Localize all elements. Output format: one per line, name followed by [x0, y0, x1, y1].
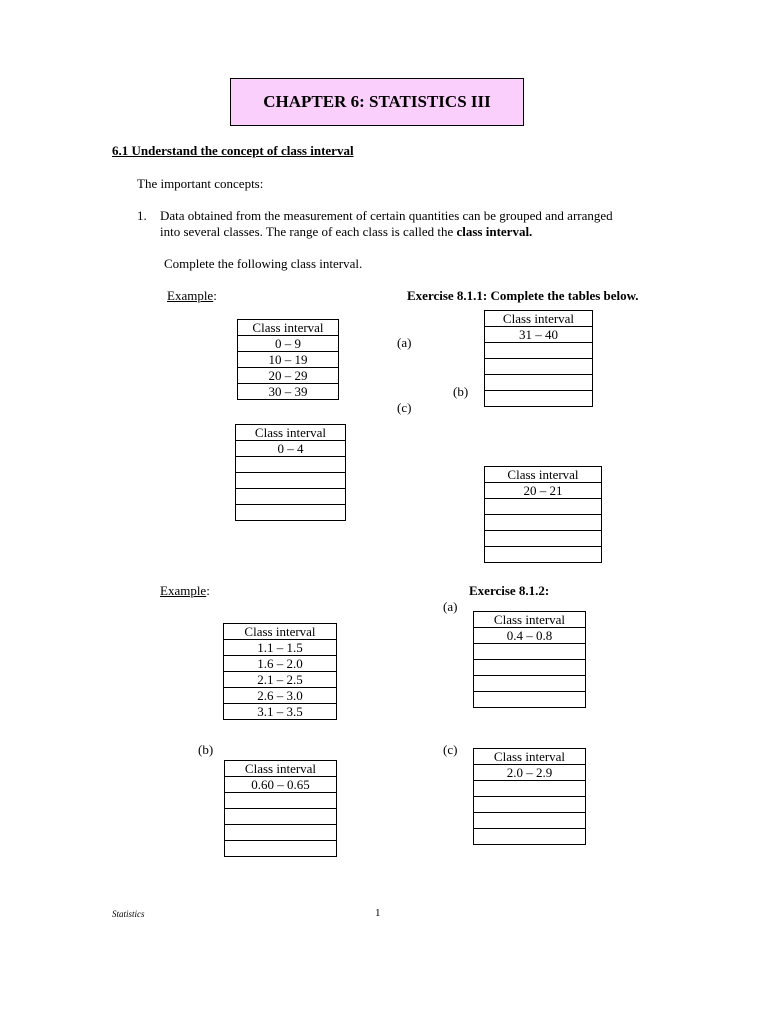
table-header: Class interval	[236, 425, 346, 441]
table-cell	[236, 505, 346, 521]
table-cell: 2.6 – 3.0	[224, 688, 337, 704]
table-cell	[225, 809, 337, 825]
table-cell	[485, 515, 602, 531]
example-label-1	[167, 288, 217, 303]
table-cell	[225, 841, 337, 857]
table-header: Class interval	[238, 320, 339, 336]
table-cell	[485, 499, 602, 515]
exercise-1b-table	[235, 424, 346, 521]
table-cell	[485, 531, 602, 547]
table-cell: 0.4 – 0.8	[474, 628, 586, 644]
table-header: Class interval	[485, 311, 593, 327]
example-word: Example	[167, 288, 214, 303]
table-header: Class interval	[474, 612, 586, 628]
exercise-2b-table	[224, 760, 337, 857]
label-b-1: (b)	[453, 384, 469, 399]
table-cell	[236, 489, 346, 505]
label-c-1: (c)	[397, 400, 412, 415]
table-cell: 10 – 19	[238, 352, 339, 368]
table-cell: 20 – 21	[485, 483, 602, 499]
table-cell	[474, 829, 586, 845]
table-cell: 3.1 – 3.5	[224, 704, 337, 720]
point-number: 1.	[137, 208, 147, 223]
chapter-title: CHAPTER 6: STATISTICS III	[230, 78, 524, 126]
table-cell	[485, 343, 593, 359]
table-cell	[474, 644, 586, 660]
example-colon: :	[206, 583, 210, 598]
table-cell: 0 – 9	[238, 336, 339, 352]
table-cell	[474, 813, 586, 829]
point-line-2-text: into several classes. The range of each class is called the	[160, 224, 457, 239]
table-cell	[485, 359, 593, 375]
example-table-2	[223, 623, 337, 720]
example-colon: :	[213, 288, 217, 303]
table-cell: 2.0 – 2.9	[474, 765, 586, 781]
example-word: Example	[160, 583, 207, 598]
table-cell: 20 – 29	[238, 368, 339, 384]
table-cell	[485, 391, 593, 407]
point-line-1: Data obtained from the measurement of certain quantities can be grouped and arranged	[160, 208, 613, 223]
table-cell	[474, 797, 586, 813]
table-cell	[236, 457, 346, 473]
table-cell	[474, 692, 586, 708]
table-cell: 0 – 4	[236, 441, 346, 457]
table-header: Class interval	[225, 761, 337, 777]
exercise-2c-table	[473, 748, 586, 845]
table-cell: 0.60 – 0.65	[225, 777, 337, 793]
class-interval-term: class interval.	[456, 224, 533, 239]
exercise-2-heading: Exercise 8.1.2:	[469, 583, 550, 598]
exercise-1a-table	[484, 310, 593, 407]
table-cell	[225, 825, 337, 841]
label-a-1: (a)	[397, 335, 412, 350]
example-label-2	[160, 583, 210, 598]
table-cell	[474, 660, 586, 676]
table-cell	[485, 547, 602, 563]
label-c-2: (c)	[443, 742, 458, 757]
table-cell	[236, 473, 346, 489]
exercise-2a-table	[473, 611, 586, 708]
table-cell	[474, 781, 586, 797]
instruction-text: Complete the following class interval.	[164, 256, 363, 271]
footer-title: Statistics	[112, 909, 145, 919]
table-cell: 1.6 – 2.0	[224, 656, 337, 672]
table-cell	[485, 375, 593, 391]
table-header: Class interval	[485, 467, 602, 483]
table-cell: 31 – 40	[485, 327, 593, 343]
page-number: 1	[375, 907, 381, 919]
table-cell: 30 – 39	[238, 384, 339, 400]
intro-text: The important concepts:	[137, 176, 264, 191]
example-table-1	[237, 319, 339, 400]
label-b-2: (b)	[198, 742, 214, 757]
point-line-2	[160, 224, 532, 239]
label-a-2: (a)	[443, 599, 458, 614]
table-header: Class interval	[474, 749, 586, 765]
table-header: Class interval	[224, 624, 337, 640]
exercise-1-heading: Exercise 8.1.1: Complete the tables below.	[407, 288, 639, 303]
table-cell: 2.1 – 2.5	[224, 672, 337, 688]
table-cell: 1.1 – 1.5	[224, 640, 337, 656]
table-cell	[225, 793, 337, 809]
exercise-1c-table	[484, 466, 602, 563]
section-heading: 6.1 Understand the concept of class interval	[112, 143, 354, 158]
table-cell	[474, 676, 586, 692]
